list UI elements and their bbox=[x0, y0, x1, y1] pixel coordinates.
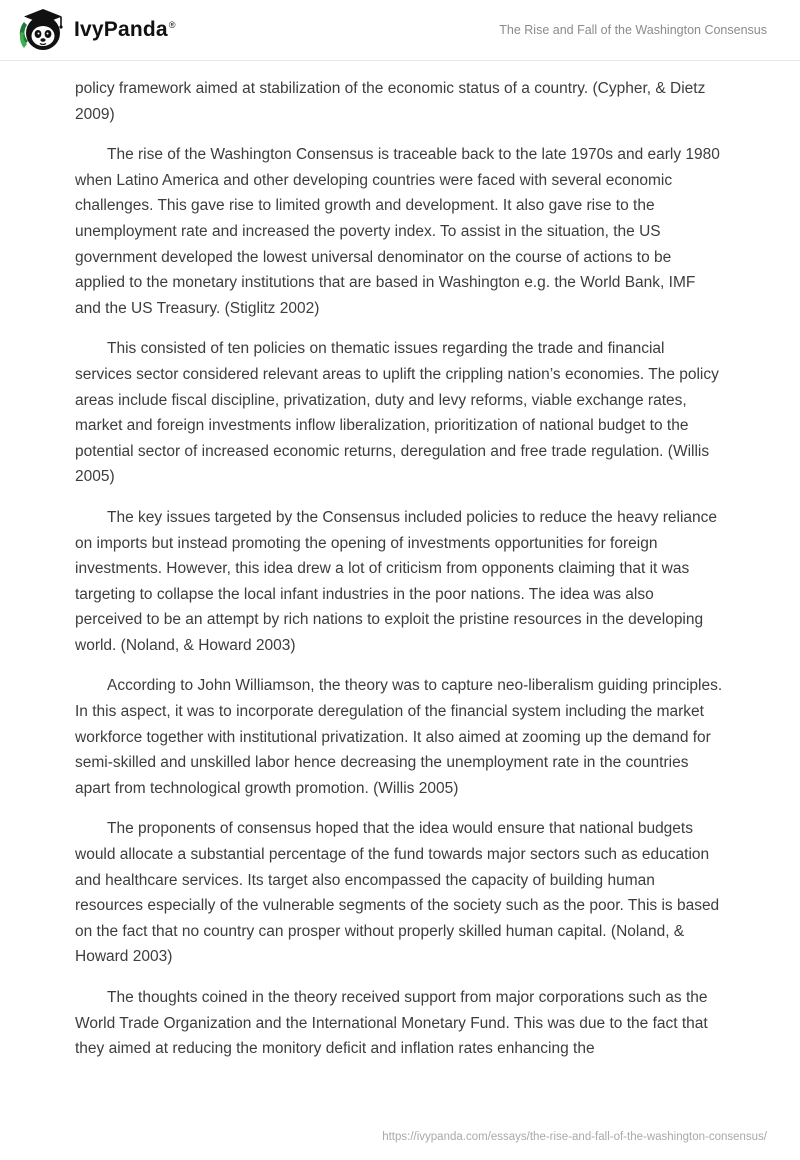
paragraph: The thoughts coined in the theory received support from major corporations such as the World Trade Organization and the International Monetary Fund. This was due to the fact that they aimed at reducing the monitory deficit and inflation rates enhancing the bbox=[75, 989, 708, 1058]
footer-url: https://ivypanda.com/essays/the-rise-and-fall-of-the-washington-consensus/ bbox=[382, 1131, 767, 1143]
ivypanda-logo-icon bbox=[16, 6, 64, 54]
paragraph: The proponents of consensus hoped that the idea would ensure that national budgets would allocate a substantial percentage of the fund towards major sectors such as education and healthcare services. Its target also encompassed the capacity of building human resources especially of the vulnerable segments of the society such as the poor. This is based on the fact that no country can prosper without properly skilled human capital. (Noland, & Howard 2003) bbox=[75, 820, 720, 966]
paragraph: The rise of the Washington Consensus is traceable back to the late 1970s and early 1980 when Latino America and other developing countries were faced with several economic challenges. This gave rise to limited growth and development. It also gave rise to the unemployment rate and increased the poverty index. To assist in the situation, the US government developed the lowest universal denominator on the course of actions to be applied to the monetary institutions that are based in Washington e.g. the World Bank, IMF and the US Treasury. (Stiglitz 2002) bbox=[75, 146, 720, 317]
page-header bbox=[0, 0, 800, 61]
paragraph: This consisted of ten policies on thematic issues regarding the trade and financial services sector considered relevant areas to uplift the crippling nation’s economies. The policy areas include fiscal discipline, privatization, duty and levy reforms, viable exchange rates, market and foreign investments inflow liberalization, prioritization of national budget to the potential sector of increased economic returns, deregulation and free trade regulation. (Willis 2005) bbox=[75, 340, 719, 486]
paragraph: According to John Williamson, the theory was to capture neo-liberalism guiding principles. In this aspect, it was to incorporate deregulation of the financial system including the market workforce together with institutional privatization. It also aimed at zooming up the demand for semi-skilled and unskilled labor hence decreasing the unemployment rate in the countries apart from technological growth promotion. (Willis 2005) bbox=[75, 677, 723, 797]
ivypanda-brand[interactable] bbox=[16, 6, 176, 54]
page-title: The Rise and Fall of the Washington Consensus bbox=[499, 23, 767, 37]
registered-trademark: ® bbox=[168, 20, 176, 30]
paragraph: The key issues targeted by the Consensus included policies to reduce the heavy reliance on imports but instead promoting the opening of investments opportunities for foreign investments. However, this idea drew a lot of criticism from opponents claiming that it was targeting to collapse the local infant industries in the poor nations. The idea was also perceived to be an attempt by rich nations to exploit the pristine resources in the developing world. (Noland, & Howard 2003) bbox=[75, 508, 718, 654]
brand-name: IvyPanda® bbox=[74, 18, 176, 41]
paragraph: policy framework aimed at stabilization of the economic status of a country. (Cypher, & Dietz 2009) bbox=[75, 80, 706, 123]
essay-body bbox=[0, 61, 800, 1062]
